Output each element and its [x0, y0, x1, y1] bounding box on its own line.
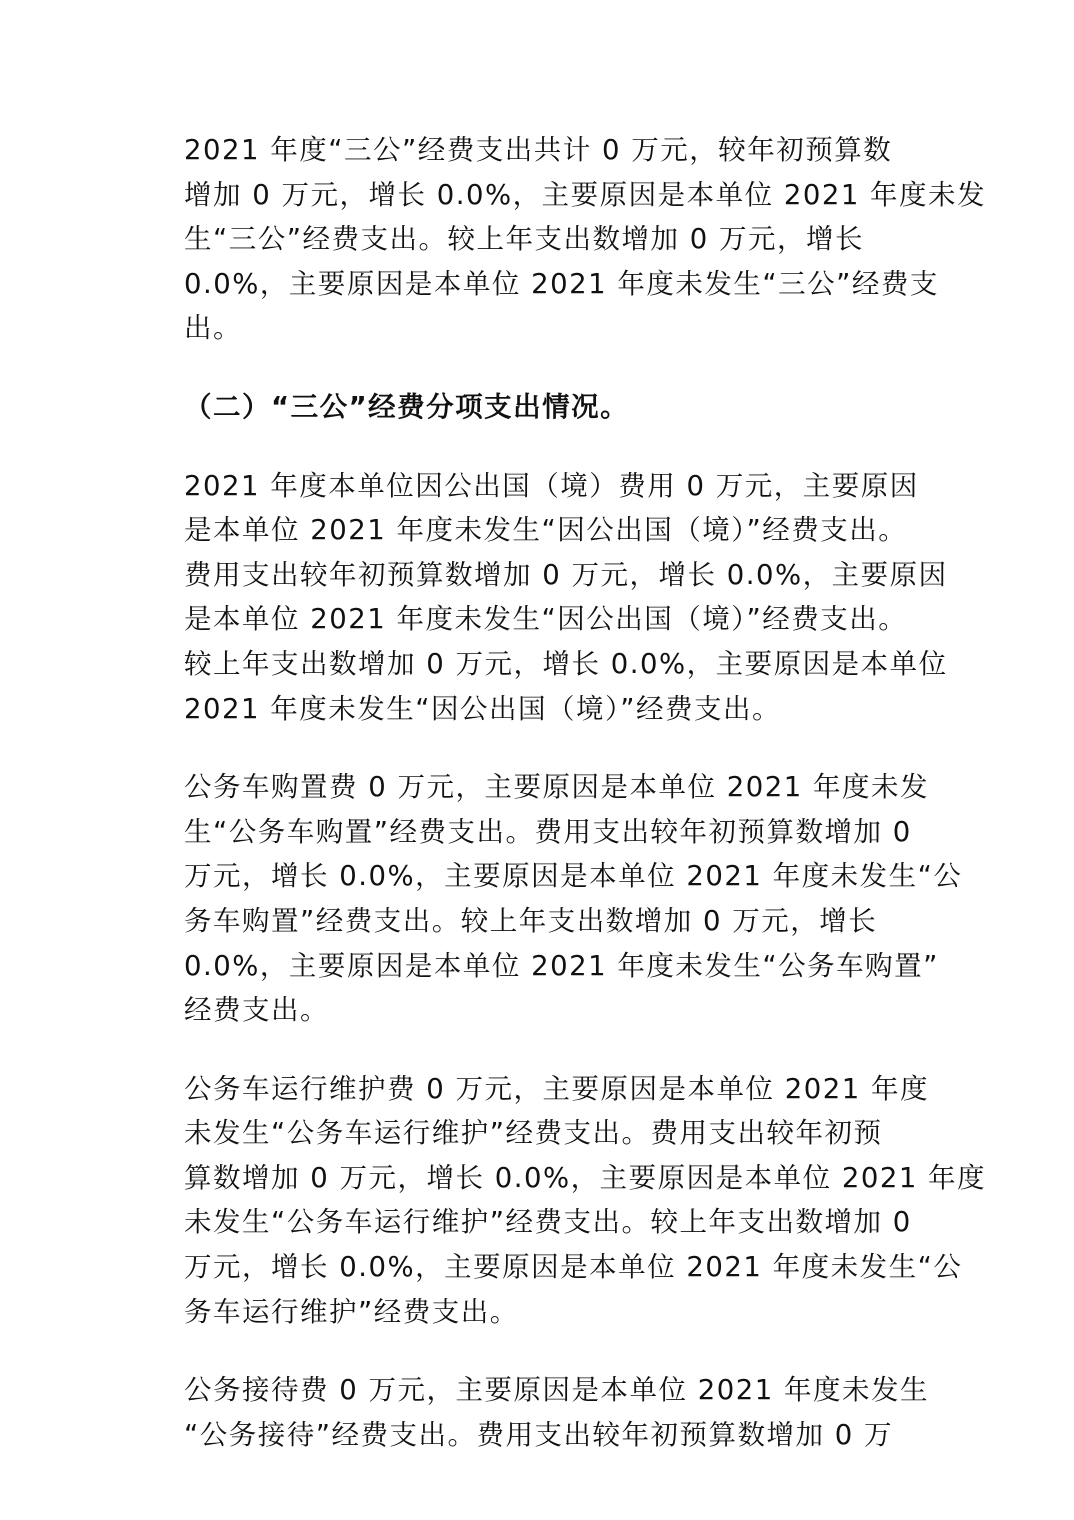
paragraph-total	[164, 128, 987, 351]
text-line: 未发生“公务车运行维护”经费支出。较上年支出数增加 0	[184, 1206, 912, 1239]
paragraph-vehicle-purchase	[164, 765, 963, 1033]
text-line: 生“公务车购置”经费支出。费用支出较年初预算数增加 0	[184, 815, 912, 848]
text-line: 2021 年度“三公”经费支出共计 0 万元，较年初预算数	[184, 134, 893, 166]
text-line: 较上年支出数增加 0 万元，增长 0.0%，主要原因是本单位	[184, 647, 948, 680]
paragraph-overseas	[164, 464, 948, 732]
text-line: 务车运行维护”经费支出。	[184, 1295, 519, 1328]
text-line: “公务接待”经费支出。费用支出较年初预算数增加 0 万	[184, 1418, 893, 1451]
text-line: 2021 年度未发生“因公出国（境）”经费支出。	[184, 692, 781, 725]
text-line: 算数增加 0 万元，增长 0.0%，主要原因是本单位 2021 年度	[184, 1161, 987, 1194]
document-body	[164, 128, 987, 1491]
text-line: 公务车购置费 0 万元，主要原因是本单位 2021 年度未发	[184, 771, 929, 804]
text-line: 0.0%，主要原因是本单位 2021 年度未发生“公务车购置”	[184, 949, 939, 982]
paragraph-reception	[164, 1368, 929, 1457]
text-line: 公务接待费 0 万元，主要原因是本单位 2021 年度未发生	[184, 1374, 929, 1407]
text-line: 费用支出较年初预算数增加 0 万元，增长 0.0%，主要原因	[184, 558, 948, 591]
text-line: 是本单位 2021 年度未发生“因公出国（境）”经费支出。	[184, 603, 908, 636]
text-line: 万元，增长 0.0%，主要原因是本单位 2021 年度未发生“公	[184, 860, 963, 893]
text-line: 增加 0 万元，增长 0.0%，主要原因是本单位 2021 年度未发	[184, 178, 987, 211]
text-line: 是本单位 2021 年度未发生“因公出国（境）”经费支出。	[184, 514, 908, 547]
paragraph-vehicle-maintenance	[164, 1067, 987, 1335]
text-line: 公务车运行维护费 0 万元，主要原因是本单位 2021 年度	[184, 1072, 929, 1105]
section-heading: （二）“三公”经费分项支出情况。	[184, 390, 630, 423]
text-line: 出。	[184, 312, 242, 345]
text-line: 未发生“公务车运行维护”经费支出。费用支出较年初预	[184, 1117, 883, 1150]
text-line: 万元，增长 0.0%，主要原因是本单位 2021 年度未发生“公	[184, 1251, 963, 1284]
text-line: 2021 年度本单位因公出国（境）费用 0 万元，主要原因	[184, 469, 919, 502]
text-line: 生“三公”经费支出。较上年支出数增加 0 万元，增长	[184, 223, 864, 256]
text-line: 0.0%，主要原因是本单位 2021 年度未发生“三公”经费支	[184, 267, 939, 300]
text-line: 务车购置”经费支出。较上年支出数增加 0 万元，增长	[184, 904, 878, 937]
text-line: 经费支出。	[184, 994, 329, 1027]
